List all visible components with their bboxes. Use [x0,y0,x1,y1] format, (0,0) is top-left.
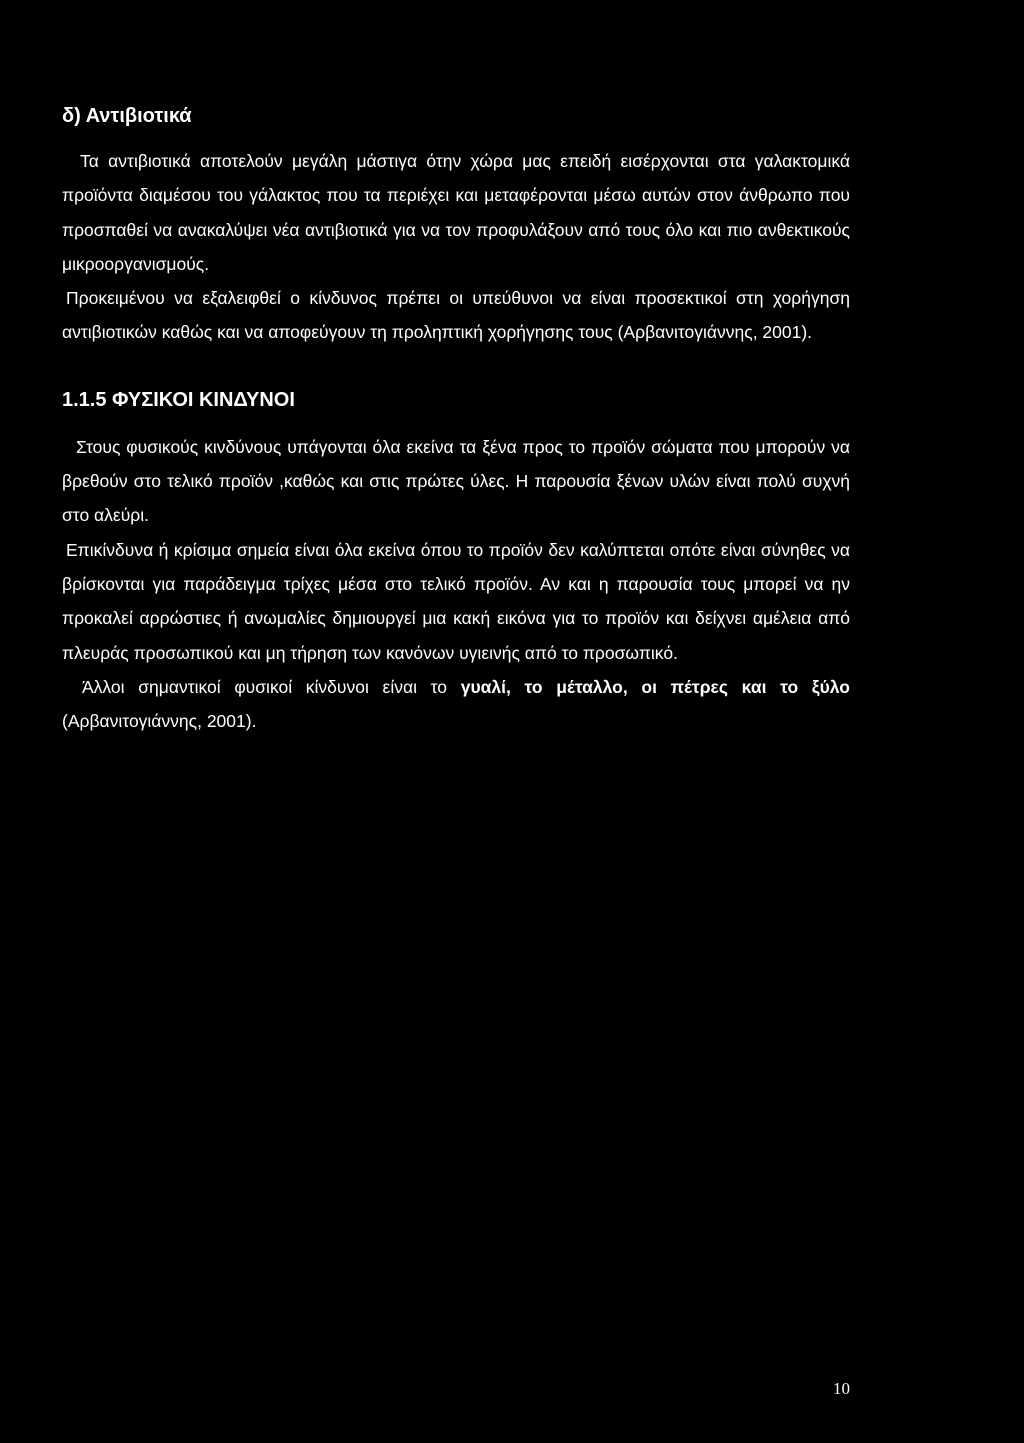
paragraph-antibiotics-2: Προκειμένου να εξαλειφθεί ο κίνδυνος πρέπει οι υπεύθυνοι να είναι προσεκτικοί στη χορήγηση αντιβιοτικών καθώς και να αποφεύγουν τη προληπτική χορήγησης τους (Αρβανιτογιάννης, 2001). [62,288,850,343]
paragraph-physical-3-bold-items: γυαλί, το μέταλλο, οι πέτρες και το ξύλο [460,676,850,697]
paragraph-physical-3-citation: (Αρβανιτογιάννης, 2001). [62,711,257,732]
paragraph-physical-1: Στους φυσικούς κινδύνους υπάγονται όλα εκείνα τα ξένα προς το προϊόν σώματα που μπορούν να βρεθούν στο τελικό προϊόν ,καθώς και στις πρώτες ύλες. Η παρουσία ξένων υλών είναι πολύ συχνή στο αλεύρι. [62,436,850,526]
paragraph-antibiotics-1: Τα αντιβιοτικά αποτελούν μεγάλη μάστιγα ότην χώρα μας επειδή εισέρχονται στα γαλακτομικά προϊόντα διαμέσου του γάλακτος που τα περιέχει και μεταφέρονται μέσω αυτών στον άνθρωπο που προσπαθεί να ανακαλύψει νέα αντιβιοτικά για να τον προφυλάξουν από τους όλο και πιο ανθεκτικούς μικροοργανισμούς. [62,151,850,274]
section-heading-physical-hazards: 1.1.5 ΦΥΣΙΚΟΙ ΚΙΝΔΥΝΟΙ [62,388,295,411]
paragraph-physical-3 [62,670,850,739]
document-page [62,100,850,738]
paragraph-physical-2: Επικίνδυνα ή κρίσιμα σημεία είναι όλα εκείνα όπου το προϊόν δεν καλύπτεται οπότε είναι σύνηθες να βρίσκονται για παράδειγμα τρίχες μέσα στο τελικό προϊόν. Αν και η παρουσία τους μπορεί να ην προκαλεί αρρώστιες ή ανωμαλίες δημιουργεί μια κακή εικόνα για το προϊόν και δείχνει αμέλεια από πλευράς προσωπικού και μη τήρηση των κανόνων υγιεινής από το προσωπικό. [62,539,850,663]
page-number: 10 [833,1379,850,1398]
paragraph-physical-3-intro: Άλλοι σημαντικοί φυσικοί κίνδυνοι είναι το [82,676,461,697]
section-heading-antibiotics: δ) Αντιβιοτικά [62,105,192,127]
